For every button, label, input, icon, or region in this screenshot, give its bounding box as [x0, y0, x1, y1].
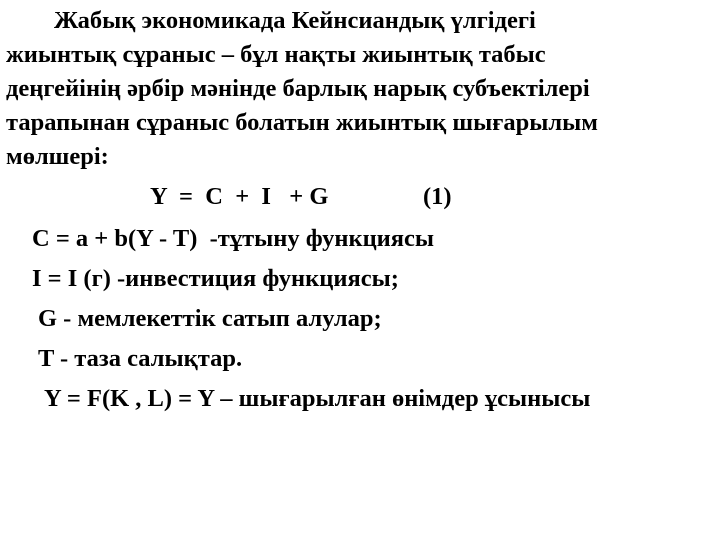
net-taxes: T - таза салықтар.: [38, 345, 243, 372]
paragraph-line: мөлшері:: [6, 143, 109, 170]
paragraph-line: тарапынан сұраныс болатын жиынтық шығарылым: [6, 109, 598, 136]
investment-function: I = I (г) -инвестиция функциясы;: [32, 265, 399, 292]
main-equation: Y = C + I + G: [150, 183, 329, 210]
government-purchases: G - мемлекеттік сатып алулар;: [38, 305, 382, 332]
paragraph-line: деңгейінің әрбір мәнінде барлық нарық субъектілері: [6, 75, 590, 102]
definition-paragraph: [6, 4, 714, 174]
aggregate-supply: Y = F(K , L) = Y – шығарылған өнімдер ұсынысы: [44, 385, 591, 412]
consumption-function: C = a + b(Y - T) -тұтыну функциясы: [32, 225, 435, 252]
paragraph-line: жиынтық сұраныс – бұл нақты жиынтық табыс: [6, 41, 546, 68]
paragraph-line: Жабық экономикада Кейнсиандық үлгідегі: [54, 7, 536, 34]
equation-number: (1): [423, 183, 452, 210]
